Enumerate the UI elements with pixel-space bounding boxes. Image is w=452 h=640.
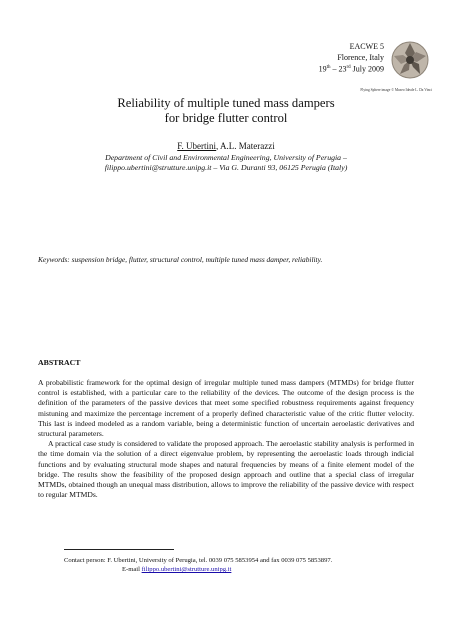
abstract-paragraph: A probabilistic framework for the optimal design of irregular multiple tuned mass dampers (MTMDs) for bridge flutter control is established, with a particular care to the reliability of the devices. The outcome of the design process is the definition of the parameters of the passive devices that meet some specified robustness requirements against frequency mistuning and maximize the percentage increment of a properly defined characteristic value of the critic flutter velocity. This last is indeed modeled as a random variable, being a deterministic function of uncertain aeroelastic derivatives and structural parameters.	[38, 378, 414, 439]
email-link[interactable]: filippo.ubertini@strutture.unipg.it	[141, 566, 232, 573]
conference-info	[319, 42, 384, 75]
abstract-body	[38, 378, 414, 500]
conference-name: EACWE 5	[349, 42, 384, 51]
authors	[0, 141, 452, 151]
footnote-contact: Contact person: F. Ubertini, University of Perugia, tel. 0039 075 5853954 and fax 0039 075 5853897.	[64, 557, 333, 564]
footnote-divider	[64, 549, 174, 550]
footnote	[64, 556, 332, 574]
footnote-email-line: E-mail filippo.ubertini@strutture.unipg.it	[122, 566, 232, 573]
logo-caption: Flying Sphere image © Museo Ideale L. Da Vinci	[360, 88, 432, 92]
flying-sphere-logo-icon	[390, 40, 430, 80]
abstract-heading: ABSTRACT	[38, 358, 81, 367]
paper-title: Reliability of multiple tuned mass dampers for bridge flutter control	[117, 96, 335, 125]
co-authors: , A.L. Materazzi	[216, 141, 275, 151]
conference-place: Florence, Italy	[337, 52, 384, 62]
first-author: F. Ubertini	[177, 141, 217, 151]
abstract-paragraph: A practical case study is considered to validate the proposed approach. The aeroelastic stability analysis is performed in the time domain via the solution of a direct eigenvalue problem, by representing the aeroelastic loads through indicial functions and by evaluating structural mode shapes and natural frequencies by means of a finite element model of the bridge. The results show the feasibility of the proposed design approach and outline that a special class of irregular MTMDs, obtained though an unequal mass distribution, allows to improve the reliability of the passive device with respect to regular MTMDs.	[38, 439, 414, 500]
affiliation: Department of Civil and Environmental Engineering, University of Perugia – filippo.ubertini@strutture.unipg.it – Via G. Duranti 93, 06125 Perugia (Italy)	[104, 153, 348, 172]
keywords: Keywords: suspension bridge, flutter, structural control, multiple tuned mass damper, reliability.	[38, 255, 323, 264]
conference-dates: 19th – 23rd July 2009	[318, 64, 384, 74]
